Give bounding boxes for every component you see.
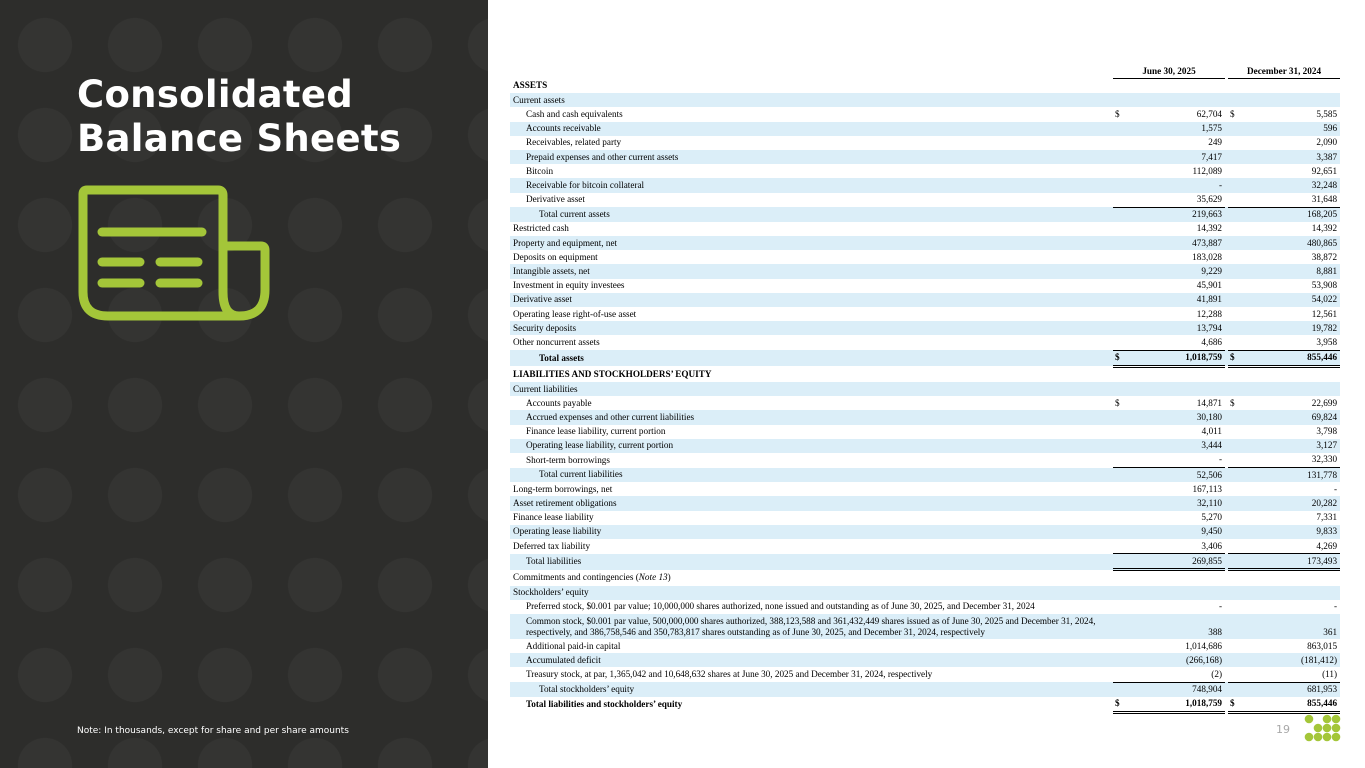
currency-symbol-december-2024: $: [1230, 397, 1235, 408]
page-title: [77, 73, 401, 161]
currency-symbol-june-2025: $: [1113, 350, 1123, 366]
value-june-2025: 4,011: [1201, 426, 1223, 437]
currency-symbol-december-2024: [1228, 122, 1238, 136]
left-panel: [0, 0, 488, 768]
currency-symbol-december-2024: [1228, 539, 1238, 554]
table-row: [510, 222, 1340, 236]
row-label: Total liabilities: [510, 554, 1113, 570]
table-row: [510, 207, 1340, 222]
row-label: Accounts payable: [526, 397, 592, 408]
table-row: [510, 570, 1340, 586]
value-december-2024: 14,392: [1311, 223, 1338, 234]
value-december-2024: 2,090: [1316, 137, 1338, 148]
currency-symbol-june-2025: [1113, 525, 1123, 539]
currency-symbol-june-2025: [1113, 453, 1123, 468]
currency-symbol-december-2024: [1228, 496, 1238, 510]
value-june-2025: [1123, 79, 1225, 94]
value-june-2025: 30,180: [1123, 410, 1225, 424]
row-label: Current liabilities: [510, 382, 1113, 396]
table-row: [510, 279, 1340, 293]
currency-symbol-december-2024: [1228, 293, 1238, 307]
table-row: [510, 554, 1340, 570]
currency-symbol-june-2025: [1113, 122, 1123, 136]
value-june-2025: [1123, 570, 1225, 586]
table-row: [510, 653, 1340, 667]
value-june-2025: -: [1218, 601, 1223, 612]
currency-symbol-june-2025: [1113, 570, 1123, 586]
currency-symbol-june-2025: [1113, 264, 1123, 278]
value-december-2024: 480,865: [1238, 236, 1340, 250]
value-december-2024: 8,881: [1238, 264, 1340, 278]
row-label: Property and equipment, net: [510, 236, 1113, 250]
currency-symbol-december-2024: [1228, 164, 1238, 178]
table-row: [510, 321, 1340, 335]
currency-symbol-june-2025: [1113, 468, 1123, 483]
value-june-2025: 32,110: [1123, 496, 1225, 510]
table-row: [510, 453, 1340, 468]
value-december-2024: [1238, 79, 1340, 94]
title-line-2: Balance Sheets: [77, 117, 402, 160]
table-row: [510, 396, 1340, 410]
table-row: [510, 525, 1340, 539]
page-number: 19: [1276, 723, 1290, 736]
value-june-2025: 7,417: [1123, 150, 1225, 164]
value-december-2024: 32,248: [1238, 178, 1340, 192]
row-label: Accrued expenses and other current liabilities: [510, 410, 1113, 424]
table-row: [510, 468, 1340, 483]
currency-symbol-june-2025: [1113, 321, 1123, 335]
currency-symbol-june-2025: [1113, 150, 1123, 164]
row-label: Preferred stock, $0.001 par value; 10,000,000 shares authorized, none issued and outstanding as of June 30, 2025, and December 31, 2024: [526, 601, 1035, 612]
currency-symbol-december-2024: [1228, 639, 1238, 653]
row-label: Other noncurrent assets: [513, 337, 600, 348]
currency-symbol-december-2024: [1228, 79, 1238, 94]
value-december-2024: 3,127: [1238, 439, 1340, 453]
currency-symbol-june-2025: [1113, 293, 1123, 307]
currency-symbol-june-2025: $: [1115, 108, 1120, 119]
currency-symbol-december-2024: [1228, 382, 1238, 396]
units-note: Note: In thousands, except for share and per share amounts: [77, 726, 349, 736]
value-june-2025: 9,229: [1123, 264, 1225, 278]
table-row: [510, 511, 1340, 525]
value-june-2025: 41,891: [1123, 293, 1225, 307]
currency-symbol-june-2025: $: [1115, 397, 1120, 408]
value-june-2025: 1,014,686: [1185, 640, 1223, 651]
value-june-2025: 748,904: [1123, 682, 1225, 697]
row-label: Derivative asset: [526, 194, 585, 205]
table-row: [510, 335, 1340, 350]
row-label: Investment in equity investees: [513, 280, 625, 291]
value-december-2024: 53,908: [1311, 280, 1338, 291]
row-label: LIABILITIES AND STOCKHOLDERS’ EQUITY: [513, 368, 712, 379]
value-december-2024: 20,282: [1238, 496, 1340, 510]
value-december-2024: 855,446: [1238, 350, 1340, 366]
value-june-2025: 35,629: [1196, 194, 1223, 205]
table-row: [510, 425, 1340, 439]
title-line-1: Consolidated: [77, 73, 354, 116]
currency-symbol-june-2025: [1113, 496, 1123, 510]
row-label: Derivative asset: [510, 293, 1113, 307]
currency-symbol-december-2024: [1228, 525, 1238, 539]
table-row: [510, 93, 1340, 107]
value-december-2024: 173,493: [1238, 554, 1340, 570]
value-december-2024: 5,585: [1316, 108, 1338, 119]
value-june-2025: 4,686: [1201, 336, 1223, 347]
currency-symbol-december-2024: [1228, 307, 1238, 321]
table-row: [510, 639, 1340, 653]
table-row: [510, 482, 1340, 496]
table-row: [510, 178, 1340, 192]
currency-symbol-december-2024: [1228, 682, 1238, 697]
table-row: [510, 439, 1340, 453]
row-label: Total stockholders’ equity: [510, 682, 1113, 697]
value-june-2025: 52,506: [1123, 468, 1225, 483]
row-label: Long-term borrowings, net: [513, 483, 613, 494]
value-december-2024: [1238, 93, 1340, 107]
column-header-december-2024: December 31, 2024: [1228, 64, 1340, 79]
currency-symbol-june-2025: [1113, 136, 1123, 150]
value-december-2024: 38,872: [1311, 251, 1338, 262]
table-row: [510, 667, 1340, 682]
value-june-2025: 12,288: [1196, 308, 1223, 319]
value-december-2024: -: [1333, 601, 1338, 612]
value-december-2024: 7,331: [1316, 512, 1338, 523]
currency-symbol-december-2024: $: [1228, 350, 1238, 366]
row-label: Additional paid-in capital: [526, 640, 621, 651]
row-label: Operating lease liability: [510, 525, 1113, 539]
currency-symbol-june-2025: [1113, 178, 1123, 192]
currency-symbol-june-2025: [1113, 653, 1123, 667]
value-june-2025: [1123, 382, 1225, 396]
value-december-2024: 168,205: [1238, 207, 1340, 222]
row-label: Operating lease right-of-use asset: [513, 308, 637, 319]
value-june-2025: 1,575: [1123, 122, 1225, 136]
currency-symbol-june-2025: [1113, 667, 1123, 682]
table-row: [510, 107, 1340, 121]
currency-symbol-december-2024: [1228, 193, 1238, 208]
currency-symbol-june-2025: [1113, 600, 1123, 614]
currency-symbol-december-2024: $: [1228, 697, 1238, 713]
balance-sheet-table-wrapper: [510, 64, 1340, 714]
row-label: Total assets: [510, 350, 1113, 366]
value-december-2024: (11): [1322, 668, 1338, 679]
balance-sheet-body: [510, 64, 1340, 712]
currency-symbol-december-2024: [1228, 482, 1238, 496]
value-june-2025: 3,444: [1123, 439, 1225, 453]
table-row: [510, 264, 1340, 278]
table-row: [510, 682, 1340, 697]
balance-sheet-table: [510, 64, 1340, 714]
currency-symbol-june-2025: [1113, 250, 1123, 264]
value-june-2025: 167,113: [1192, 483, 1223, 494]
currency-symbol-june-2025: [1113, 335, 1123, 350]
currency-symbol-june-2025: [1113, 482, 1123, 496]
table-row: [510, 382, 1340, 396]
currency-symbol-june-2025: [1113, 614, 1123, 639]
value-june-2025: [1123, 366, 1225, 382]
value-december-2024: 54,022: [1238, 293, 1340, 307]
table-row: [510, 350, 1340, 366]
column-header-june-2025: June 30, 2025: [1113, 64, 1225, 79]
value-june-2025: 269,855: [1123, 554, 1225, 570]
currency-symbol-december-2024: [1228, 222, 1238, 236]
value-december-2024: 9,833: [1238, 525, 1340, 539]
value-december-2024: 31,648: [1311, 194, 1338, 205]
table-row: [510, 366, 1340, 382]
row-label: Treasury stock, at par, 1,365,042 and 10,648,632 shares at June 30, 2025 and December 31, 2024, respectively: [526, 669, 933, 680]
value-december-2024: 4,269: [1316, 540, 1338, 551]
currency-symbol-june-2025: [1113, 164, 1123, 178]
currency-symbol-june-2025: [1113, 511, 1123, 525]
currency-symbol-june-2025: [1113, 410, 1123, 424]
value-december-2024: 3,958: [1316, 336, 1338, 347]
value-june-2025: 183,028: [1192, 251, 1223, 262]
table-row: [510, 600, 1340, 614]
currency-symbol-june-2025: [1113, 279, 1123, 293]
currency-symbol-june-2025: [1113, 193, 1123, 208]
value-december-2024: 32,330: [1311, 454, 1338, 465]
currency-symbol-december-2024: [1228, 250, 1238, 264]
header-spacer: [510, 64, 1113, 79]
currency-symbol-june-2025: [1113, 439, 1123, 453]
currency-symbol-june-2025: [1113, 207, 1123, 222]
currency-symbol-december-2024: [1228, 425, 1238, 439]
value-june-2025: 1,018,759: [1123, 350, 1225, 366]
value-december-2024: 361: [1238, 614, 1340, 639]
row-label: Security deposits: [510, 321, 1113, 335]
value-december-2024: 863,015: [1307, 640, 1338, 651]
currency-symbol-december-2024: [1228, 93, 1238, 107]
currency-symbol-december-2024: [1228, 600, 1238, 614]
row-label: Total current liabilities: [510, 468, 1113, 483]
value-june-2025: 3,406: [1201, 540, 1223, 551]
currency-symbol-june-2025: [1113, 366, 1123, 382]
value-june-2025: 9,450: [1123, 525, 1225, 539]
row-label: Common stock, $0.001 par value, 500,000,000 shares authorized, 388,123,588 and 361,432,449 shares issued as of June 30, 2025 and December 31, 2024, respectively, and 386,758,546 and 350,783,817 shares outstanding as of June 30, 2025, and December 31, 2024, respectively: [510, 614, 1113, 639]
table-row: [510, 136, 1340, 150]
value-december-2024: 3,387: [1238, 150, 1340, 164]
table-row: [510, 250, 1340, 264]
value-june-2025: 5,270: [1201, 512, 1223, 523]
value-june-2025: 1,018,759: [1123, 697, 1225, 713]
value-june-2025: 14,871: [1196, 397, 1223, 408]
currency-symbol-june-2025: [1113, 382, 1123, 396]
row-label: Stockholders’ equity: [510, 586, 1113, 600]
currency-symbol-december-2024: [1228, 264, 1238, 278]
currency-symbol-december-2024: [1228, 570, 1238, 586]
currency-symbol-june-2025: [1113, 425, 1123, 439]
table-row: [510, 307, 1340, 321]
row-label: Asset retirement obligations: [510, 496, 1113, 510]
table-row: [510, 614, 1340, 639]
value-june-2025: 14,392: [1196, 223, 1223, 234]
value-december-2024: 681,953: [1238, 682, 1340, 697]
value-june-2025: -: [1218, 454, 1223, 465]
row-label: Finance lease liability: [513, 512, 594, 523]
company-logo-icon: [1304, 714, 1342, 745]
value-december-2024: [1238, 570, 1340, 586]
newspaper-icon: [78, 184, 270, 322]
value-december-2024: -: [1333, 483, 1338, 494]
currency-symbol-june-2025: [1113, 639, 1123, 653]
value-june-2025: (266,168): [1123, 653, 1225, 667]
row-label: Bitcoin: [526, 165, 554, 176]
table-row: [510, 122, 1340, 136]
row-label: Short-term borrowings: [526, 454, 610, 465]
value-june-2025: 473,887: [1123, 236, 1225, 250]
currency-symbol-december-2024: [1228, 410, 1238, 424]
currency-symbol-december-2024: [1228, 136, 1238, 150]
value-june-2025: 45,901: [1196, 280, 1223, 291]
currency-symbol-december-2024: [1228, 366, 1238, 382]
currency-symbol-june-2025: [1113, 554, 1123, 570]
currency-symbol-june-2025: [1113, 93, 1123, 107]
row-label: Deposits on equipment: [513, 251, 598, 262]
value-december-2024: 22,699: [1311, 397, 1338, 408]
currency-symbol-june-2025: [1113, 222, 1123, 236]
value-december-2024: (181,412): [1238, 653, 1340, 667]
currency-symbol-june-2025: [1113, 586, 1123, 600]
table-header-row: [510, 64, 1340, 79]
table-row: [510, 539, 1340, 554]
table-row: [510, 496, 1340, 510]
currency-symbol-june-2025: [1113, 236, 1123, 250]
row-label: Total liabilities and stockholders’ equity: [526, 699, 683, 710]
table-row: [510, 193, 1340, 208]
currency-symbol-december-2024: [1228, 453, 1238, 468]
value-june-2025: [1123, 93, 1225, 107]
currency-symbol-june-2025: [1113, 539, 1123, 554]
value-june-2025: -: [1123, 178, 1225, 192]
currency-symbol-december-2024: $: [1230, 108, 1235, 119]
value-december-2024: 855,446: [1238, 697, 1340, 713]
row-label: Restricted cash: [513, 223, 569, 234]
value-june-2025: 13,794: [1123, 321, 1225, 335]
row-label: Current assets: [510, 93, 1113, 107]
currency-symbol-december-2024: [1228, 586, 1238, 600]
table-row: [510, 586, 1340, 600]
value-december-2024: 3,798: [1316, 426, 1338, 437]
row-label: Cash and cash equivalents: [526, 108, 623, 119]
value-june-2025: 219,663: [1123, 207, 1225, 222]
currency-symbol-december-2024: [1228, 178, 1238, 192]
row-label: Accumulated deficit: [510, 653, 1113, 667]
value-december-2024: 596: [1238, 122, 1340, 136]
value-december-2024: [1238, 382, 1340, 396]
row-label: Deferred tax liability: [513, 540, 591, 551]
value-june-2025: 388: [1123, 614, 1225, 639]
row-label: Accounts receivable: [510, 122, 1113, 136]
currency-symbol-june-2025: $: [1113, 697, 1123, 713]
currency-symbol-december-2024: [1228, 150, 1238, 164]
currency-symbol-december-2024: [1228, 667, 1238, 682]
table-row: [510, 150, 1340, 164]
value-december-2024: 131,778: [1238, 468, 1340, 483]
currency-symbol-december-2024: [1228, 614, 1238, 639]
row-label: Prepaid expenses and other current assets: [510, 150, 1113, 164]
table-row: [510, 164, 1340, 178]
currency-symbol-december-2024: [1228, 554, 1238, 570]
row-label: Total current assets: [510, 207, 1113, 222]
value-june-2025: 62,704: [1196, 108, 1223, 119]
value-december-2024: 12,561: [1311, 308, 1338, 319]
value-june-2025: [1123, 586, 1225, 600]
currency-symbol-june-2025: [1113, 682, 1123, 697]
table-row: [510, 236, 1340, 250]
value-december-2024: 19,782: [1238, 321, 1340, 335]
value-june-2025: (2): [1211, 668, 1223, 679]
currency-symbol-december-2024: [1228, 653, 1238, 667]
value-december-2024: [1238, 586, 1340, 600]
table-row: [510, 697, 1340, 713]
currency-symbol-december-2024: [1228, 468, 1238, 483]
row-label: Operating lease liability, current portion: [510, 439, 1113, 453]
table-row: [510, 79, 1340, 94]
row-label: Intangible assets, net: [510, 264, 1113, 278]
currency-symbol-june-2025: [1113, 79, 1123, 94]
table-row: [510, 293, 1340, 307]
currency-symbol-december-2024: [1228, 335, 1238, 350]
currency-symbol-december-2024: [1228, 511, 1238, 525]
currency-symbol-december-2024: [1228, 207, 1238, 222]
currency-symbol-december-2024: [1228, 439, 1238, 453]
currency-symbol-june-2025: [1113, 307, 1123, 321]
value-december-2024: [1238, 366, 1340, 382]
currency-symbol-december-2024: [1228, 321, 1238, 335]
table-row: [510, 410, 1340, 424]
row-label: Finance lease liability, current portion: [526, 426, 666, 437]
value-december-2024: 92,651: [1311, 165, 1338, 176]
currency-symbol-december-2024: [1228, 279, 1238, 293]
row-label: Receivable for bitcoin collateral: [510, 178, 1113, 192]
row-label: Commitments and contingencies (Note 13): [513, 572, 671, 583]
row-label: Receivables, related party: [526, 137, 622, 148]
currency-symbol-december-2024: [1228, 236, 1238, 250]
value-june-2025: 249: [1208, 137, 1223, 148]
row-label: ASSETS: [513, 80, 548, 91]
value-june-2025: 112,089: [1192, 165, 1223, 176]
value-december-2024: 69,824: [1238, 410, 1340, 424]
